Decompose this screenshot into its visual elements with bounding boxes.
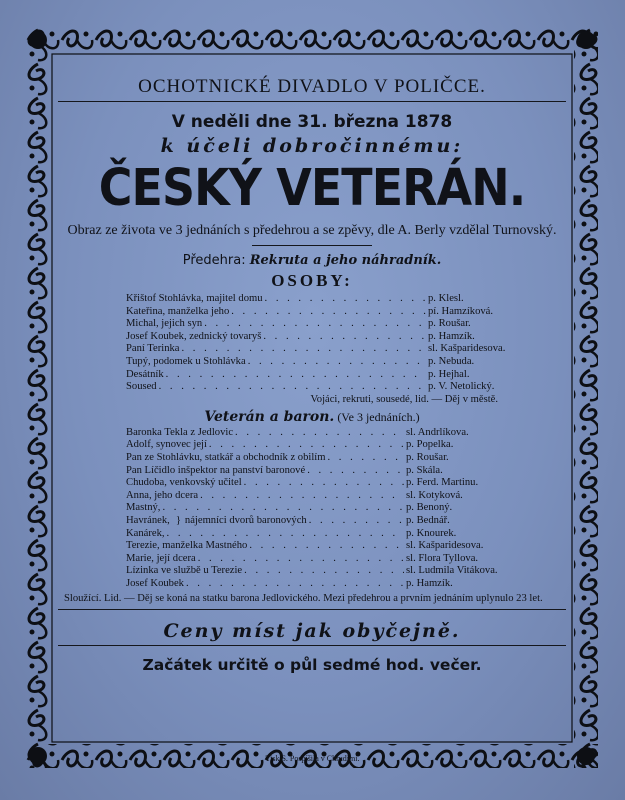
cast-row xyxy=(126,502,496,515)
main-play-heading xyxy=(56,409,568,425)
actor-name: sl. Andrlíkova. xyxy=(406,426,469,438)
actor-name: p. Roušar. xyxy=(428,318,471,330)
actor-name: p. Hamzík. xyxy=(406,577,453,589)
performance-purpose: k účeli dobročinnému: xyxy=(160,135,464,157)
role-name: Soused xyxy=(126,381,157,393)
prelude-name: Rekruta a jeho náhradník. xyxy=(249,253,442,268)
cast-row xyxy=(126,528,496,541)
prices-line: Ceny míst jak obyčejně. xyxy=(163,620,461,643)
role-name: Tupý, podomek u Stohlávka xyxy=(126,355,246,367)
cast-row xyxy=(126,477,496,490)
prelude-label: Předehra: xyxy=(182,253,246,268)
cast-row xyxy=(126,306,506,319)
actor-name: p. Popelka. xyxy=(406,439,454,451)
header-rule xyxy=(58,101,566,102)
play-title: ČESKÝ VETERÁN. xyxy=(98,159,526,218)
actor-name: p. Bednář. xyxy=(406,514,450,526)
actor-name: p. Nebuda. xyxy=(428,355,475,367)
role-name: Pan ze Stohlávku, statkář a obchodník z obilím xyxy=(126,451,326,463)
actor-name: p. Knourek. xyxy=(406,527,457,539)
role-name: Adolf, synovec její xyxy=(126,439,207,451)
role-name: Terezie, manželka Mastného xyxy=(126,540,248,552)
cast-row xyxy=(126,565,496,578)
actor-name: p. V. Netolický. xyxy=(428,381,495,393)
role-name: Baronka Tekla z Jedlovic xyxy=(126,426,234,438)
prices-rule-bottom xyxy=(58,645,566,646)
subtitle-rule xyxy=(252,245,372,246)
actor-name: p. Benoný. xyxy=(406,502,453,514)
prelude-cast-list xyxy=(126,293,506,394)
prices-rule-top xyxy=(58,609,566,610)
cast-row xyxy=(126,427,496,440)
actor-name: sl. Ludmila Vitákova. xyxy=(406,565,498,577)
role-name: Mastný, xyxy=(126,502,161,514)
role-name: Paní Terinka xyxy=(126,343,180,355)
performance-date: V neděli dne 31. března 1878 xyxy=(171,112,453,132)
cast-row xyxy=(126,465,496,478)
cast-row xyxy=(126,343,506,356)
cast-row xyxy=(126,452,496,465)
cast-row xyxy=(126,515,496,528)
soldiers-line: Vojáci, rekruti, sousedé, lid. — Děj v městě. xyxy=(310,393,498,405)
persons-heading: OSOBY: xyxy=(271,271,353,290)
role-name: Chudoba, venkovský učitel xyxy=(126,477,242,489)
actor-name: p. Roušar. xyxy=(406,451,449,463)
cast-row xyxy=(126,490,496,503)
cast-row xyxy=(126,293,506,306)
role-name: Kanárek, xyxy=(126,527,165,539)
theatre-name: OCHOTNICKÉ DIVADLO V POLIČCE. xyxy=(138,76,486,97)
cast-row xyxy=(126,331,506,344)
actor-name: p. Hamzík. xyxy=(428,330,475,342)
cast-row xyxy=(126,369,506,382)
role-name: Anna, jeho dcera xyxy=(126,489,199,501)
main-cast-list xyxy=(126,427,496,591)
main-play-name: Veterán a baron. xyxy=(204,408,335,425)
tenants-group xyxy=(126,502,496,540)
actor-name: p. Hejhal. xyxy=(428,368,470,380)
role-name: Desátník xyxy=(126,368,164,380)
cast-row xyxy=(126,318,506,331)
cast-row xyxy=(126,578,496,591)
role-name: Michal, jejich syn xyxy=(126,318,203,330)
role-name: Pan Líčidlo inšpektor na panství baronové xyxy=(126,464,306,476)
role-name: Kateřina, manželka jeho xyxy=(126,305,230,317)
printer-credit: Tisk S. Pospíšila v Chrudimi. xyxy=(265,754,360,763)
role-name: Marie, její dcera xyxy=(126,552,196,564)
actor-name: p. Klesl. xyxy=(428,293,464,304)
tenants-brace: } xyxy=(175,514,181,526)
actor-name: sl. Kotyková. xyxy=(406,489,463,501)
cast-row xyxy=(126,381,506,394)
role-name: Křištof Stohlávka, majitel domu xyxy=(126,293,263,304)
role-name: Josef Koubek xyxy=(126,577,184,589)
cast-row xyxy=(126,553,496,566)
main-play-acts: (Ve 3 jednáních.) xyxy=(337,409,420,424)
actor-name: sl. Flora Tyllova. xyxy=(406,552,479,564)
poster-content xyxy=(56,66,568,674)
prelude-line xyxy=(56,253,568,268)
start-time: Začátek určitě o půl sedmé hod. večer. xyxy=(142,656,482,675)
cast-row xyxy=(126,356,506,369)
play-subtitle: Obraz ze života ve 3 jednáních s předehrou a se zpěvy, dle A. Berly vzdělal Turnovský. xyxy=(67,223,557,238)
actor-name: pí. Hamzíková. xyxy=(428,305,494,317)
role-name: Josef Koubek, zednický tovaryš xyxy=(126,330,262,342)
actor-name: p. Skála. xyxy=(406,464,443,476)
role-name: Lízinka ve službě u Terezie xyxy=(126,565,243,577)
cast-row xyxy=(126,439,496,452)
closing-note: Sloužící. Lid. — Děj se koná na statku barona Jedlovického. Mezi předehrou a prvním jednáním uplynulo 23 let. xyxy=(64,593,543,605)
role-name: Havránek, xyxy=(126,514,170,526)
tenants-label: nájemníci dvorů baronových xyxy=(184,514,307,526)
actor-name: sl. Kašparidesova. xyxy=(406,540,484,552)
actor-name: sl. Kašparidesova. xyxy=(428,343,506,355)
cast-row xyxy=(126,540,496,553)
actor-name: p. Ferd. Martinu. xyxy=(406,477,479,489)
